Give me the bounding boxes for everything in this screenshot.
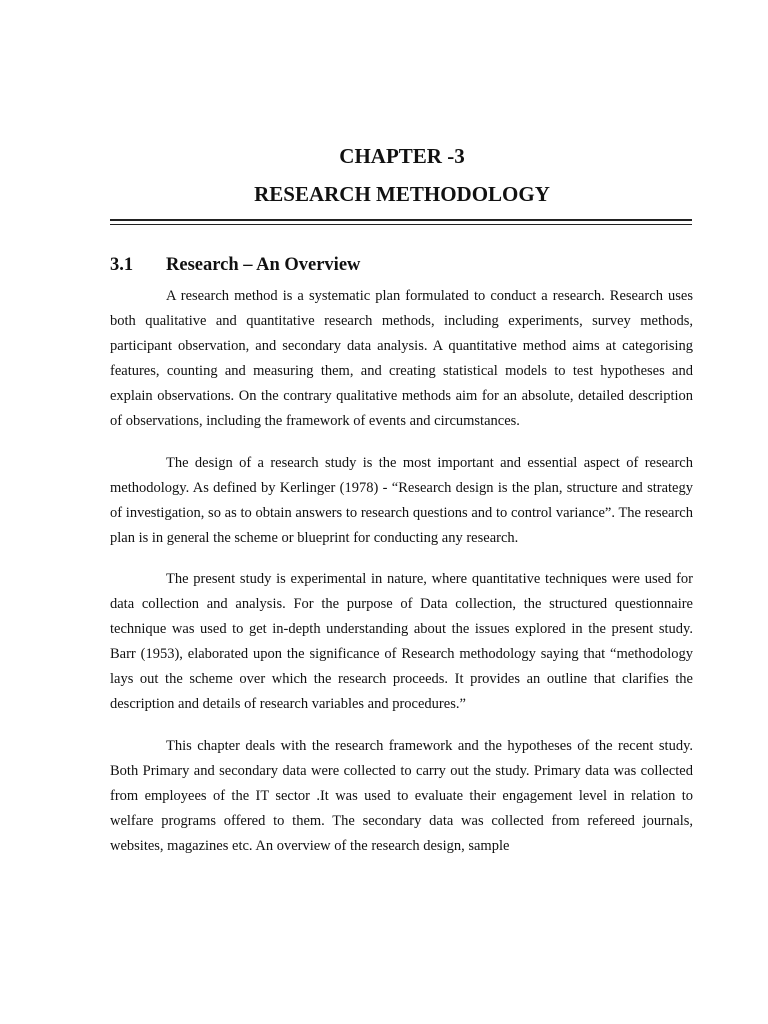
paragraph-4: This chapter deals with the research framework and the hypotheses of the recent study. Both Primary and secondary data were collected to carry out the study. Primary data was collected from employees of the IT sector .It was used to evaluate their engagement level in relation to welfare programs offered to them. The secondary data was collected from refereed journals, websites, magazines etc. An overview of the research design, sample — [110, 737, 693, 854]
section-heading — [110, 253, 360, 277]
title-rule-thin — [110, 224, 692, 225]
section-title: Research – An Overview — [166, 255, 361, 275]
chapter-title: RESEARCH METHODOLOGY — [254, 182, 550, 206]
paragraph-1: A research method is a systematic plan formulated to conduct a research. Research uses both qualitative and quantitative research methods, including experiments, survey methods, participant observation, and secondary data analysis. A quantitative method aims at categorising features, counting and measuring them, and creating statistical models to test hypotheses and explain observations. On the contrary qualitative methods aim for an absolute, detailed description of observations, including the framework of events and circumstances. — [110, 288, 693, 430]
section-number: 3.1 — [110, 255, 134, 275]
paragraph-3: The present study is experimental in nature, where quantitative techniques were used for data collection and analysis. For the purpose of Data collection, the structured questionnaire technique was used to get in-depth understanding about the issues explored in the present study. Barr (1953), elaborated upon the significance of Research methodology saying that “methodology lays out the scheme over which the research proceeds. It provides an outline that clarifies the description and details of research variables and procedures.” — [110, 570, 693, 713]
paragraph-2: The design of a research study is the most important and essential aspect of research methodology. As defined by Kerlinger (1978) - “Research design is the plan, structure and strategy of investigation, so as to obtain answers to research questions and to control variance”. The research plan is in general the scheme or blueprint for conducting any research. — [110, 454, 693, 546]
chapter-label: CHAPTER -3 — [339, 144, 465, 168]
body-text — [110, 284, 693, 875]
title-rule-thick — [110, 219, 692, 221]
